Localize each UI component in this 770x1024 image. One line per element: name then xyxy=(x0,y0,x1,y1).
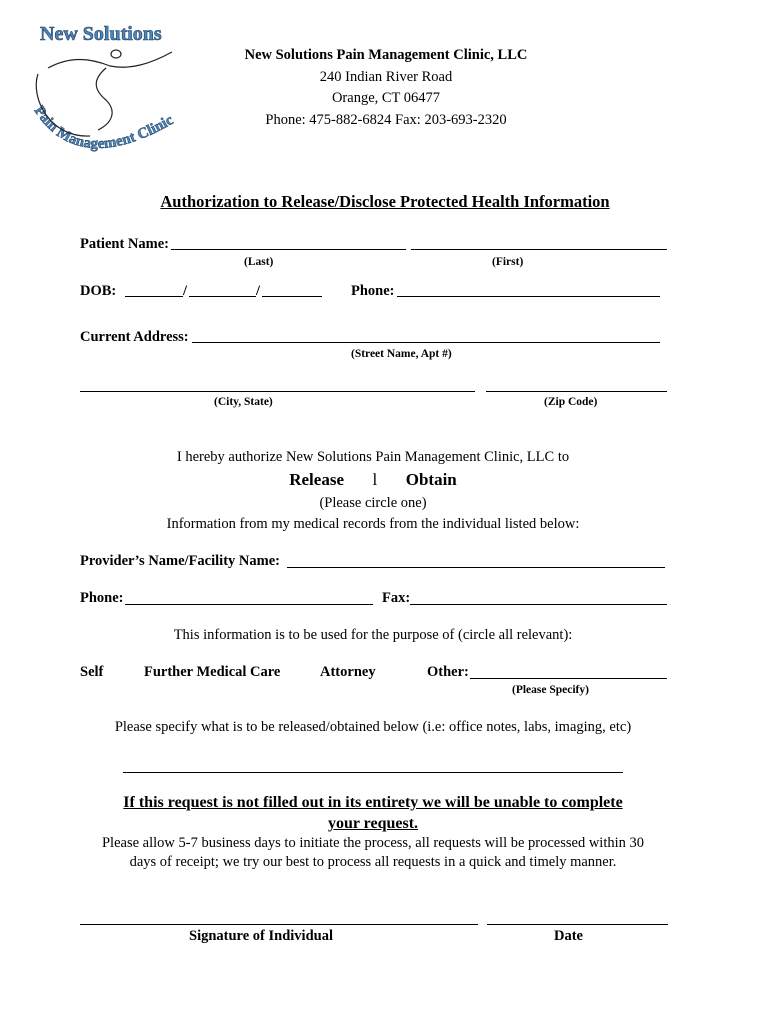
info-from-text: Information from my medical records from the individual listed below: xyxy=(166,516,580,532)
allow-line2: days of receipt; we try our best to process all requests in a quick and timely manner. xyxy=(129,854,617,870)
dob-month-field[interactable] xyxy=(125,283,183,297)
street-field[interactable] xyxy=(192,329,660,343)
street-hint: (Street Name, Apt #) xyxy=(351,348,452,360)
address-label: Current Address: xyxy=(80,329,189,345)
dob-day-field[interactable] xyxy=(189,283,256,297)
provider-phone-label: Phone: xyxy=(80,590,124,606)
fax-label: Fax: xyxy=(382,590,411,606)
clinic-logo xyxy=(20,18,195,168)
form-title: Authorization to Release/Disclose Protected Health Information xyxy=(160,192,610,211)
zip-hint: (Zip Code) xyxy=(544,396,598,408)
purpose-attorney[interactable]: Attorney xyxy=(320,664,376,680)
warning-line1: If this request is not filled out in its entirety we will be unable to complete xyxy=(123,794,623,811)
zip-field[interactable] xyxy=(486,378,667,392)
address-line1: 240 Indian River Road xyxy=(319,68,453,85)
first-name-field[interactable] xyxy=(411,236,667,250)
last-hint: (Last) xyxy=(244,256,274,268)
allow-line1: Please allow 5-7 business days to initiate the process, all requests will be processed within 30 xyxy=(101,835,645,851)
release-obtain-choice xyxy=(0,470,746,490)
purpose-other-label: Other: xyxy=(427,664,469,680)
provider-label: Provider’s Name/Facility Name: xyxy=(80,553,280,569)
signature-field[interactable] xyxy=(80,910,478,925)
release-option[interactable]: Release xyxy=(289,470,344,489)
obtain-option[interactable]: Obtain xyxy=(405,470,457,489)
contact-line: Phone: 475-882-6824 Fax: 203-693-2320 xyxy=(265,111,507,128)
logo-bottom-text: Pain Management Clinic xyxy=(30,103,177,153)
date-field[interactable] xyxy=(487,910,668,925)
purpose-text: This information is to be used for the purpose of (circle all relevant): xyxy=(173,627,573,643)
specify-field[interactable] xyxy=(123,758,623,773)
dob-separator: / xyxy=(183,283,188,299)
specify-text: Please specify what is to be released/obtained below (i.e: office notes, labs, imaging, etc) xyxy=(114,719,632,735)
dob-year-field[interactable] xyxy=(262,283,322,297)
address-line2: Orange, CT 06477 xyxy=(331,90,441,106)
please-specify-hint: (Please Specify) xyxy=(512,684,589,696)
date-label: Date xyxy=(554,928,583,944)
signature-label: Signature of Individual xyxy=(189,928,333,944)
purpose-self[interactable]: Self xyxy=(80,664,104,680)
provider-phone-field[interactable] xyxy=(125,590,373,605)
phone-field[interactable] xyxy=(397,283,660,297)
first-hint: (First) xyxy=(492,256,524,268)
fax-field[interactable] xyxy=(410,590,667,605)
warning-line2: your request. xyxy=(327,815,419,832)
option-divider: l xyxy=(372,470,378,489)
circle-one-note: (Please circle one) xyxy=(319,495,427,511)
dob-separator: / xyxy=(256,283,261,299)
purpose-medical-care[interactable]: Further Medical Care xyxy=(144,664,281,680)
dob-label: DOB: xyxy=(80,283,117,299)
city-state-field[interactable] xyxy=(80,378,475,392)
city-hint: (City, State) xyxy=(214,396,273,408)
last-name-field[interactable] xyxy=(171,236,406,250)
phone-label: Phone: xyxy=(351,283,395,299)
purpose-other-field[interactable] xyxy=(470,664,667,679)
clinic-name: New Solutions Pain Management Clinic, LLC xyxy=(244,47,528,63)
logo-top-text: New Solutions xyxy=(40,23,162,45)
clinic-header xyxy=(200,45,572,131)
authorize-text: I hereby authorize New Solutions Pain Management Clinic, LLC to xyxy=(176,449,570,465)
provider-field[interactable] xyxy=(287,553,665,568)
patient-name-label: Patient Name: xyxy=(80,236,169,252)
